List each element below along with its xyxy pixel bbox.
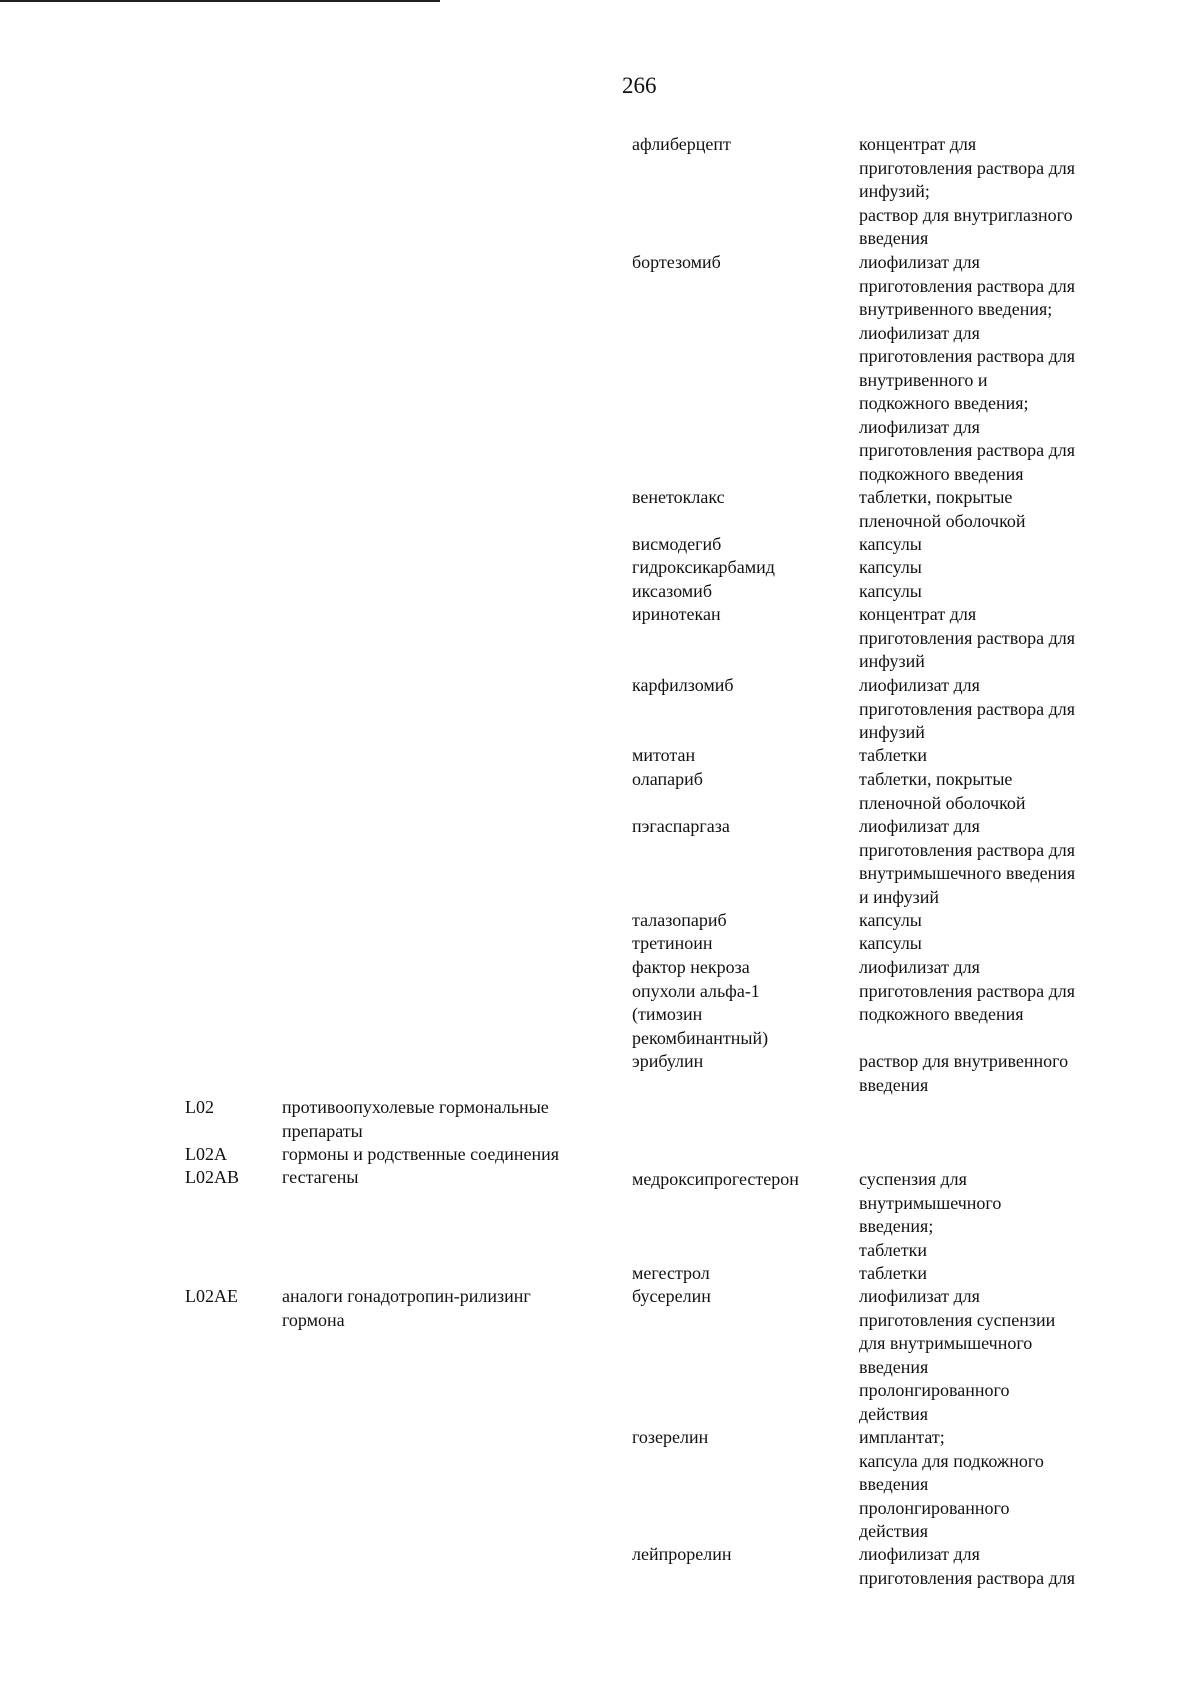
drug-name: висмодегиб [632, 534, 722, 554]
page-number: 266 [622, 73, 657, 98]
dosage-form: капсулы [859, 581, 922, 601]
drug-name: иринотекан [632, 604, 721, 624]
drug-name: медроксипрогестерон [632, 1169, 799, 1189]
atc-code: L02A [185, 1144, 227, 1164]
dosage-form: концентрат для приготовления раствора для инфузий; раствор для внутриглазного введения [859, 134, 1075, 248]
dosage-form: таблетки, покрытые пленочной оболочкой [859, 487, 1026, 531]
dosage-form: таблетки [859, 745, 928, 765]
drug-name: бортезомиб [632, 252, 721, 272]
drug-name: гозерелин [632, 1427, 709, 1447]
drug-name: бусерелин [632, 1286, 711, 1306]
dosage-form: капсулы [859, 933, 922, 953]
dosage-form: лиофилизат для приготовления суспензии для внутримышечного введения пролонгированного действия [859, 1286, 1056, 1424]
dosage-form: лиофилизат для приготовления раствора для инфузий [859, 675, 1075, 742]
drug-name: третиноин [632, 933, 713, 953]
dosage-form: лиофилизат для приготовления раствора для внутримышечного введения и инфузий [859, 816, 1076, 907]
drug-name: олапариб [632, 769, 703, 789]
drug-name: карфилзомиб [632, 675, 734, 695]
atc-group-title: аналоги гонадотропин-рилизинг гормона [282, 1286, 531, 1330]
dosage-form: лиофилизат для приготовления раствора для подкожного введения [859, 957, 1075, 1024]
drug-name: венетоклакс [632, 487, 725, 507]
drug-name: эрибулин [632, 1051, 704, 1071]
dosage-form: лиофилизат для приготовления раствора для внутривенного введения; лиофилизат для приготовления раствора для внутривенного и подкожного введения; лиофилизат для приготовления раствора для подкожного введения [859, 252, 1075, 484]
dosage-form: суспензия для внутримышечного введения; таблетки [859, 1169, 1002, 1260]
atc-group-title: противоопухолевые гормональные препараты [282, 1097, 549, 1141]
drug-name: талазопариб [632, 910, 727, 930]
atc-code: L02AE [185, 1286, 238, 1306]
drug-name: лейпрорелин [632, 1544, 732, 1564]
drug-name: афлиберцепт [632, 134, 731, 154]
dosage-form: раствор для внутривенного введения [859, 1051, 1069, 1095]
dosage-form: таблетки [859, 1263, 928, 1283]
dosage-form: капсулы [859, 534, 922, 554]
dosage-form: концентрат для приготовления раствора для инфузий [859, 604, 1075, 671]
atc-code: L02 [185, 1097, 214, 1117]
drug-name: пэгаспаргаза [632, 816, 730, 836]
dosage-form: лиофилизат для приготовления раствора для [859, 1544, 1075, 1588]
top-rule [0, 0, 440, 2]
dosage-form: капсулы [859, 557, 922, 577]
dosage-form: имплантат; капсула для подкожного введения пролонгированного действия [859, 1427, 1044, 1541]
drug-name: мегестрол [632, 1263, 710, 1283]
atc-code: L02AB [185, 1167, 239, 1187]
drug-name: иксазомиб [632, 581, 712, 601]
dosage-form: таблетки, покрытые пленочной оболочкой [859, 769, 1026, 813]
atc-group-title: гормоны и родственные соединения [282, 1144, 560, 1164]
drug-name: митотан [632, 745, 696, 765]
drug-name: фактор некроза опухоли альфа-1 (тимозин рекомбинантный) [632, 957, 769, 1048]
atc-group-title: гестагены [282, 1167, 359, 1187]
dosage-form: капсулы [859, 910, 922, 930]
drug-name: гидроксикарбамид [632, 557, 775, 577]
